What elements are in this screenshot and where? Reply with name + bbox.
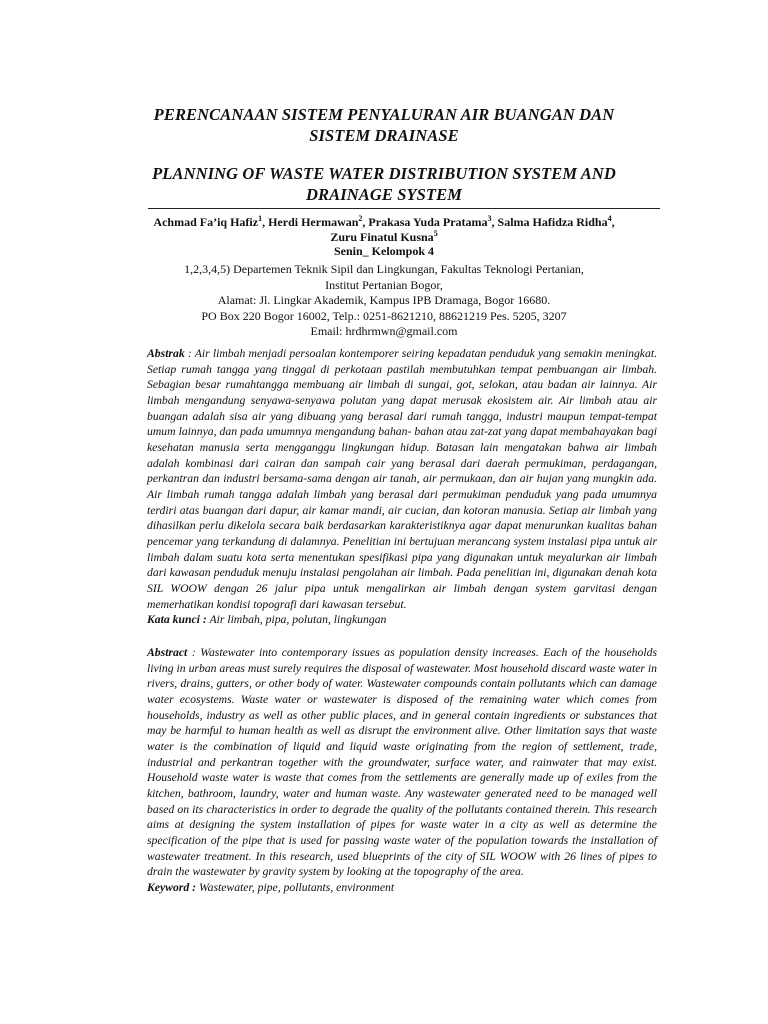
keywords-line xyxy=(147,612,657,628)
author-superscript: 4 xyxy=(607,214,612,223)
author-name: , Salma Hafidza Ridha xyxy=(491,215,608,229)
author-name: , Herdi Hermawan xyxy=(262,215,359,229)
author-superscript: 5 xyxy=(433,228,438,238)
email-line: Email: hrdhrmwn@gmail.com xyxy=(310,324,458,338)
author-name: , Zuru Finatul Kusna xyxy=(330,215,615,244)
keywords-text: Air limbah, pipa, polutan, lingkungan xyxy=(206,613,387,627)
abstract-english xyxy=(147,645,657,896)
affiliation-line: 1,2,3,4,5) Departemen Teknik Sipil dan Lingkungan, Fakultas Teknologi Pertanian, xyxy=(184,262,584,276)
author-name: , Prakasa Yuda Pratama xyxy=(362,215,488,229)
keywords-text: Wastewater, pipe, pollutants, environment xyxy=(196,880,395,894)
abstract-body xyxy=(147,346,657,612)
abstract-label: Abstrak xyxy=(147,347,185,360)
abstract-indonesian xyxy=(147,346,657,628)
author-superscript: 1 xyxy=(258,214,263,223)
author-superscript: 3 xyxy=(487,214,492,223)
abstract-text: : Air limbah menjadi persoalan kontemporer seiring kepadatan penduduk yang semakin meningkat. Setiap rumah tangga yang tinggal di perkotaan pastilah membutuhkan tempat pembuangan air limbah. Sebagian besar rumahtangga membuang air limbah di sungai, got, selokan, atau badan air lainnya. Air limbah mengandung senyawa-senyawa polutan yang dapat merusak ekosistem air. Air limbah atau air buangan adalah sisa air yang dibuang yang berasal dari rumah tangga, industri maupun tempat-tempat umum lainnya, dan pada umumnya mengandung bahan- bahan atau zat-zat yang dapat membahayakan bagi kesehatan manusia serta mengganggu lingkungan hidup. Batasan lain mengatakan bahwa air limbah adalah kombinasi dari cairan dan sampah cair yang berasal dari daerah permukiman, perdagangan, perkantran dan industri bersama-sama dengan air tanah, air permukaan, dan air hujan yang mungkin ada. Air limbah rumah tangga adalah limbah yang berasal dari permukiman penduduk yang pada umumnya terdiri atas buangan dari dapur, air kamar mandi, air cucian, dan kotoran manusia. Setiap air limbah yang dihasilkan perlu dikelola secara baik berdasarkan karakteristiknya agar dapat menurunkan kualitas bahan pencemar yang terkandung di dalamnya. Penelitian ini bertujuan merancang system instalasi pipa untuk air limbah dalam suatu kota serta menentukan spesifikasi pipa yang digunakan untuk meyalurkan air limbah dari kawasan penduduk menuju instalasi pengolahan air limbah. Pada penelitian ini, digunakan denah kota SIL WOOW dengan 26 jalur pipa untuk mengalirkan air limbah dengan system garvitasi dengan memerhatikan kondisi topografi dari kawasan tersebut. xyxy=(147,347,657,611)
author-list xyxy=(140,215,628,259)
keywords-label: Kata kunci : xyxy=(147,613,207,627)
abstract-body xyxy=(147,645,657,880)
abstract-label: Abstract xyxy=(147,646,188,659)
author-superscript: 2 xyxy=(358,214,363,223)
keywords-line xyxy=(147,880,657,896)
title-divider xyxy=(148,208,660,209)
affiliation-line: Alamat: Jl. Lingkar Akademik, Kampus IPB Dramaga, Bogor 16680. xyxy=(217,293,551,307)
abstract-text: : Wastewater into contemporary issues as population density increases. Each of the households living in urban areas must surely requires the disposal of wastewater. Most household discard waste water in rivers, drains, gutters, or other body of water. Wastewater compounds contain pollutants which can damage water ecosystems. Waste water or wastewater is disposed of the remaining water which comes from households, industry as well as other public places, and in general contain ingredients or substances that may be harmful to human health as well as disrupt the environment alive. Other limitation says that waste water is the combination of liquid and liquid waste originating from the region of settlement, trade, industrial and perkantran together with the groundwater, surface water, and rainwater that may exist. Household waste water is waste that comes from the settlements are generally made up of exiles from the kitchen, bathroom, laundry, water and human waste. Any wastewater generated need to be managed well based on its characteristics in order to degrade the quality of the pollutants contained therein. This research aims at designing the system installation of pipes for waste water in a city as well as determine the specification of the pipe that is used for passing waste water of the population towards the installation of wastewater treatment. In this research, used blueprints of the city of SIL WOOW with 26 lines of pipes to drain the wastewater by gravity system by looking at the topography of the area. xyxy=(147,646,657,879)
group-label: Senin_ Kelompok 4 xyxy=(333,244,435,258)
affiliation-line: Institut Pertanian Bogor, xyxy=(325,277,443,292)
title-english: PLANNING OF WASTE WATER DISTRIBUTION SYSTEM AND DRAINAGE SYSTEM xyxy=(152,164,616,204)
title-indonesian: PERENCANAAN SISTEM PENYALURAN AIR BUANGAN DAN SISTEM DRAINASE xyxy=(153,105,615,145)
author-name: Achmad Fa’iq Hafiz xyxy=(153,215,259,229)
affiliation-block xyxy=(140,262,628,340)
keywords-label: Keyword : xyxy=(147,880,197,894)
affiliation-line: PO Box 220 Bogor 16002, Telp.: 0251-8621210, 88621219 Pes. 5205, 3207 xyxy=(201,308,567,323)
